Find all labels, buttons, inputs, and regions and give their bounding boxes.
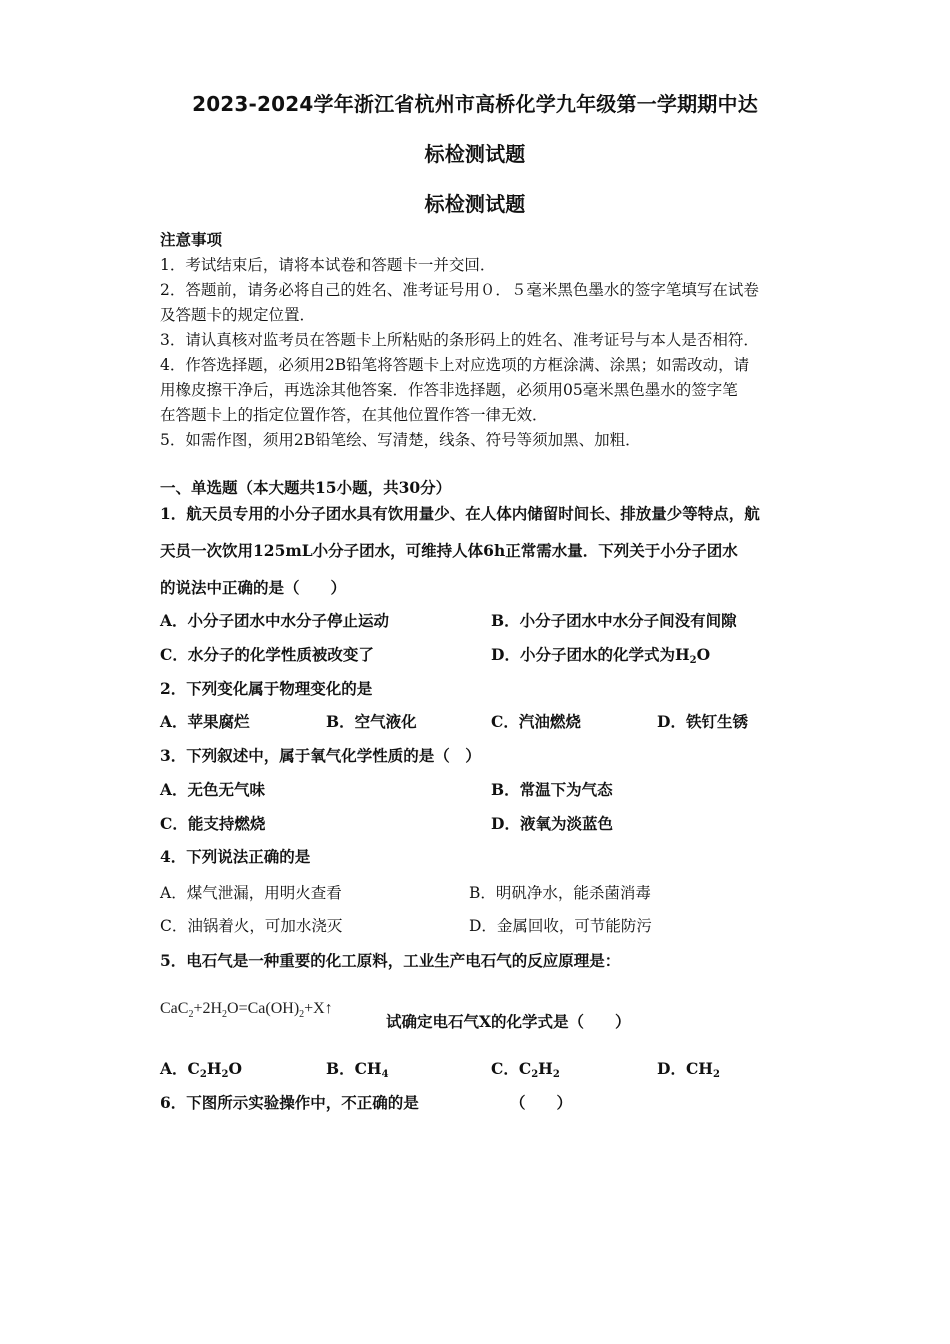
q3-option-a: A．无色无气味	[160, 780, 266, 799]
q2-option-c: C．汽油燃烧	[491, 712, 581, 731]
q2-option-d: D．铁钉生锈	[657, 712, 748, 731]
q3-option-d: D．液氧为淡蓝色	[491, 814, 613, 833]
notice-item-5: 5．如需作图，须用2B铅笔绘、写清楚，线条、符号等须加黑、加粗．	[160, 431, 641, 449]
q1-stem-line-2: 天员一次饮用125mL小分子团水，可维持人体6h正常需水量．下列关于小分子团水	[160, 541, 738, 560]
notice-item-2-cont: 及答题卡的规定位置．	[160, 306, 316, 324]
page-title-line-2: 标检测试题	[424, 142, 526, 166]
q5-option-b: B．$CH_4$	[326, 1059, 389, 1080]
q3-option-c: C．能支持燃烧	[160, 814, 266, 833]
q1-stem-line-1: 1．航天员专用的小分子团水具有饮用量少、在人体内储留时间长、排放量少等特点，航	[160, 504, 760, 523]
notice-item-2: 2．答题前，请务必将自己的姓名、准考证号用０．５毫米黑色墨水的签字笔填写在试卷	[160, 281, 759, 299]
q1-stem-line-3: 的说法中正确的是（ ）	[160, 578, 347, 597]
q4-option-d: D．金属回收，可节能防污	[469, 917, 652, 935]
q5-option-d: D．$CH_2$	[657, 1059, 720, 1080]
q6-stem: 6．下图所示实验操作中，不正确的是	[160, 1093, 419, 1112]
section-heading: 一、单选题（本大题共15小题，共30分）	[160, 478, 452, 497]
page-title-line-1: 2023-2024学年浙江省杭州市高桥化学九年级第一学期期中达	[192, 92, 758, 116]
q5-reaction-formula: $CaC_2+2H_2O=Ca(OH)_2+X↑$	[160, 1000, 333, 1021]
q3-stem: 3．下列叙述中，属于氧气化学性质的是（ ）	[160, 746, 481, 765]
q5-option-c: C．$C_2H_2$	[491, 1059, 560, 1080]
q3-option-b: B．常温下为气态	[491, 780, 613, 799]
q1-option-d: D．小分子团水的化学式为$H_2O$	[491, 645, 711, 666]
notice-item-4: 4．作答选择题，必须用2B铅笔将答题卡上对应选项的方框涂满、涂黑；如需改动，请	[160, 356, 750, 374]
q4-option-c: C．油锅着火，可加水浇灭	[160, 917, 343, 935]
q2-stem: 2．下列变化属于物理变化的是	[160, 679, 373, 698]
q5-stem: 5．电石气是一种重要的化工原料，工业生产电石气的反应原理是：	[160, 951, 621, 970]
q6-answer-paren: （ ）	[510, 1093, 573, 1112]
page-title-line-3: 标检测试题	[424, 192, 526, 216]
q4-option-a: A．煤气泄漏，用明火查看	[160, 884, 342, 902]
q2-option-a: A．苹果腐烂	[160, 712, 250, 731]
notice-heading: 注意事项	[160, 230, 223, 249]
q1-option-a: A．小分子团水中水分子停止运动	[160, 611, 390, 630]
notice-item-4-cont: 用橡皮擦干净后，再选涂其他答案．作答非选择题，必须用05毫米黑色墨水的签字笔	[160, 381, 738, 399]
q5-question-text: 试确定电石气X的化学式是（ ）	[386, 1012, 631, 1031]
q1-option-c: C．水分子的化学性质被改变了	[160, 645, 374, 664]
q1-option-b: B．小分子团水中水分子间没有间隙	[491, 611, 737, 630]
notice-item-3: 3．请认真核对监考员在答题卡上所粘贴的条形码上的姓名、准考证号与本人是否相符．	[160, 331, 759, 349]
notice-item-1: 1．考试结束后，请将本试卷和答题卡一并交回．	[160, 256, 496, 274]
q2-option-b: B．空气液化	[326, 712, 417, 731]
q4-option-b: B．明矾净水，能杀菌消毒	[469, 884, 651, 902]
q4-stem: 4．下列说法正确的是	[160, 847, 311, 866]
notice-item-4-cont2: 在答题卡上的指定位置作答，在其他位置作答一律无效．	[160, 406, 548, 424]
q5-option-a: A．$C_2H_2O$	[160, 1059, 242, 1080]
